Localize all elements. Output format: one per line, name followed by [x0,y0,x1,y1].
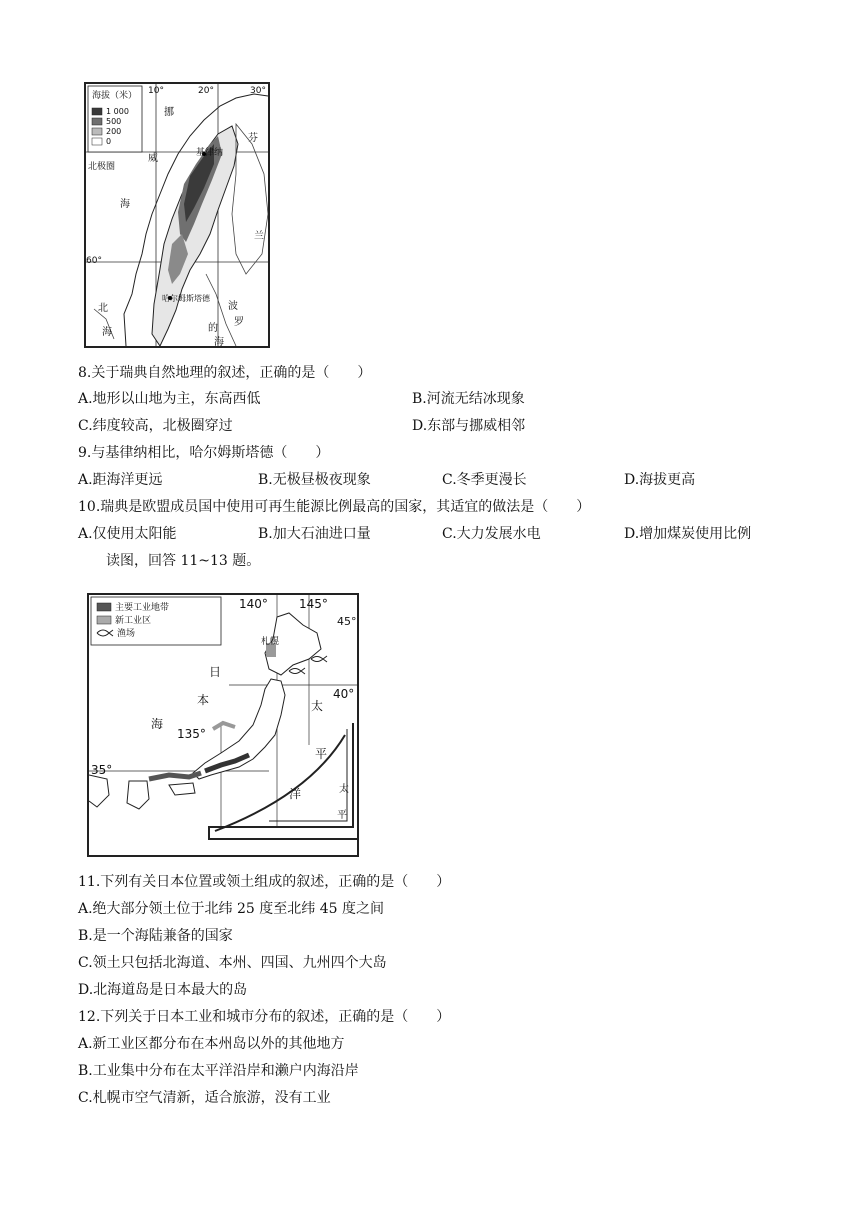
question-9-stem: 9.与基律纳相比，哈尔姆斯塔德（ ） [78,445,330,461]
map2-sea-label: 本 [197,693,210,707]
map2-lon-label: 140° [239,597,268,611]
map2-legend-label: 新工业区 [115,616,152,626]
map1-legend-label: 0 [106,137,112,146]
map2-sea-label: 洋 [289,787,302,801]
map1-lon-label: 20° [198,86,214,96]
map2-lat-label: 45° [337,615,357,628]
question-9-option: B.无极昼极夜现象 [258,472,371,488]
question-10-stem: 10.瑞典是欧盟成员国中使用可再生能源比例最高的国家，其适宜的做法是（ ） [78,499,591,515]
question-10-option: A.仅使用太阳能 [78,526,177,542]
map1-legend-title: 海拔（米） [92,91,138,101]
map2-sea-label: 日 [209,665,222,679]
map2-sea-label: 平 [315,747,328,761]
map2-legend-label: 渔场 [117,629,136,639]
question-9-option: A.距海洋更远 [78,472,163,488]
map1-sea-label: 挪 [164,107,174,118]
question-9-option: C.冬季更漫长 [442,472,527,488]
map1-lat-label: 北极圈 [88,162,116,172]
map1-sea-label: 芬 [248,133,258,144]
question-12-option: B.工业集中分布在太平洋沿岸和濑户内海沿岸 [78,1063,359,1079]
map1-place-label: 基律纳 [196,148,224,158]
map1-legend-label: 200 [106,127,122,136]
question-8-option: B.河流无结冰现象 [412,391,525,407]
map1-legend-label: 1 000 [106,107,129,116]
question-11-option: A.绝大部分领土位于北纬 25 度至北纬 45 度之间 [78,901,384,917]
map2-sea-label: 太 [311,699,324,713]
question-9-option: D.海拔更高 [624,472,696,488]
map1-sea-label: 罗 [234,317,244,328]
question-8-option: D.东部与挪威相邻 [412,418,526,434]
map1-sea-label: 波 [228,301,238,312]
question-11-option: D.北海道岛是日本最大的岛 [78,982,248,998]
question-10-option: C.大力发展水电 [442,526,541,542]
question-12-option: A.新工业区都分布在本州岛以外的其他地方 [78,1036,345,1052]
question-12-stem: 12.下列关于日本工业和城市分布的叙述，正确的是（ ） [78,1009,451,1025]
map2-lat-label: 35° [91,763,113,777]
map1-sea-label: 北 [98,303,108,314]
map1-legend-label: 500 [106,117,122,126]
map2-lat-label: 40° [333,687,355,701]
map1-lon-label: 10° [148,86,164,96]
map2-legend-label: 主要工业地带 [115,603,170,613]
map2-place-label: 札幌 [261,637,280,647]
map1-sea-label: 兰 [254,231,264,242]
sweden-map [84,82,270,348]
japan-map [87,593,359,857]
map1-sea-label: 威 [148,153,158,164]
map1-sea-label: 海 [120,199,130,210]
map1-sea-label: 的 [208,323,218,334]
map2-sea-label: 平 [337,810,347,821]
instruction: 读图，回答 11~13 题。 [106,553,261,569]
question-12-option: C.札幌市空气清新，适合旅游，没有工业 [78,1090,331,1106]
map1-place-label: 哈尔姆斯塔德 [162,294,210,303]
question-11-option: B.是一个海陆兼备的国家 [78,928,233,944]
question-8-stem: 8.关于瑞典自然地理的叙述，正确的是（ ） [78,365,372,381]
map1-sea-label: 海 [102,327,112,338]
map1-lat-label: 60° [86,256,102,266]
map2-lon-label: 135° [177,727,206,741]
question-10-option: B.加大石油进口量 [258,526,371,542]
question-10-option: D.增加煤炭使用比例 [624,526,752,542]
map2-sea-label: 太 [339,784,349,795]
map2-sea-label: 海 [151,717,164,731]
map1-lon-label: 30° [250,86,266,96]
question-8-option: A.地形以山地为主，东高西低 [78,391,261,407]
question-11-stem: 11.下列有关日本位置或领土组成的叙述，正确的是（ ） [78,874,451,890]
question-8-option: C.纬度较高，北极圈穿过 [78,418,233,434]
map2-lon-label: 145° [299,597,328,611]
map1-sea-label: 海 [214,337,224,348]
question-11-option: C.领土只包括北海道、本州、四国、九州四个大岛 [78,955,387,971]
